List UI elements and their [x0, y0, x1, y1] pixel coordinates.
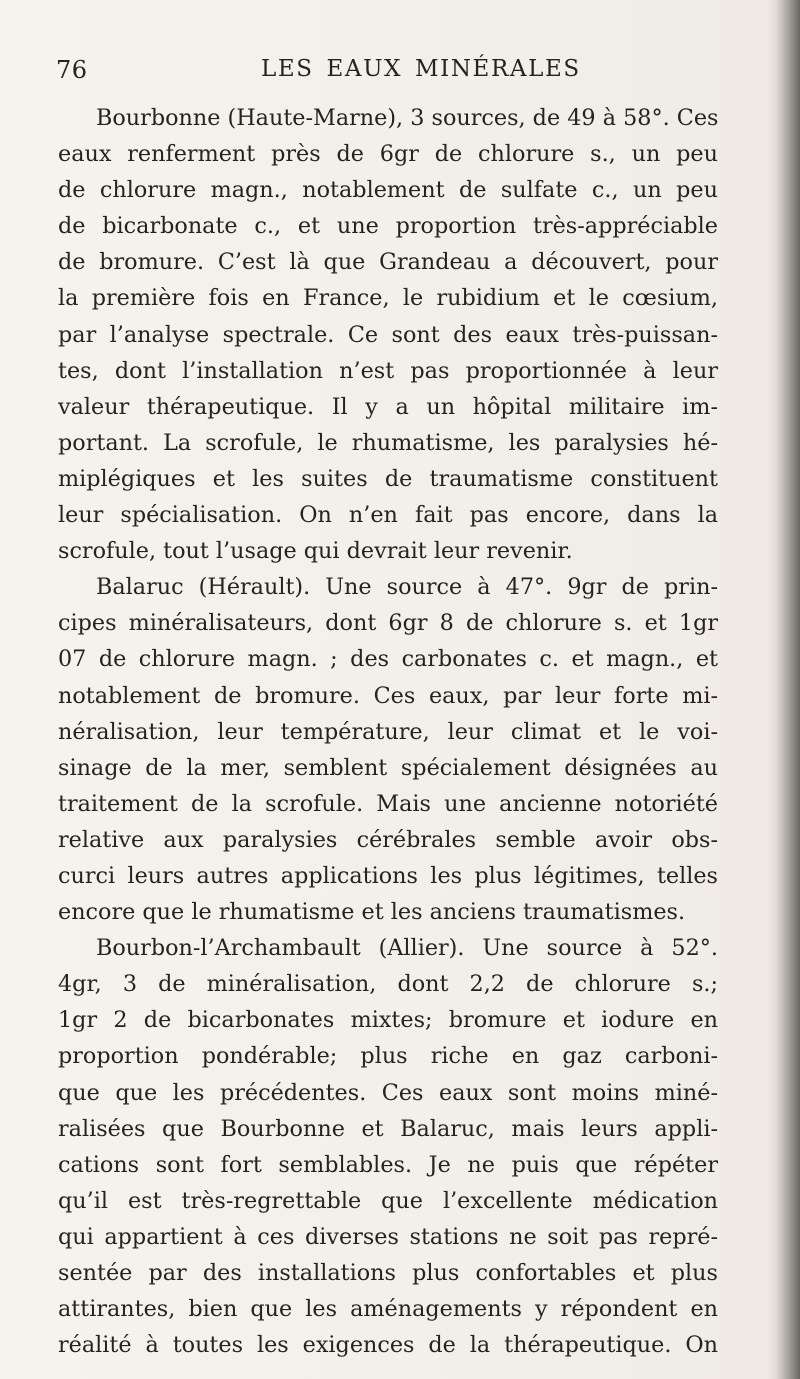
text-line: valeur thérapeutique. Il y a un hôpital militaire im- — [58, 393, 718, 420]
text-line: sentée par des installations plus confortables et plus — [58, 1260, 718, 1286]
text-line: cations sont fort semblables. Je ne puis que répéter — [58, 1151, 718, 1178]
text-line: 07 de chlorure magn. ; des carbonates c. et magn., et — [58, 646, 718, 673]
text-line: réalité à toutes les exigences de la thérapeutique. On — [58, 1332, 718, 1359]
text-line: Bourbon-l’Archambault (Allier). Une source à 52°. — [96, 935, 718, 962]
page-header — [56, 56, 716, 96]
text-line: ralisées que Bourbonne et Balaruc, mais leurs appli- — [58, 1115, 718, 1142]
page-number: 76 — [56, 56, 88, 84]
text-line: miplégiques et les suites de traumatisme constituent — [58, 465, 718, 492]
text-line: néralisation, leur température, leur climat et le voi- — [58, 718, 718, 745]
text-line: la première fois en France, le rubidium et le cœsium, — [58, 285, 718, 312]
text-line: traitement de la scrofule. Mais une ancienne notoriété — [58, 790, 718, 817]
text-line: scrofule, tout l’usage qui devrait leur revenir. — [58, 538, 573, 565]
text-line: leur spécialisation. On n’en fait pas encore, dans la — [58, 502, 718, 529]
page-binding-shadow — [766, 0, 800, 1379]
text-line: eaux renferment près de 6gr de chlorure s., un peu — [58, 141, 718, 168]
text-line: Bourbonne (Haute-Marne), 3 sources, de 49 à 58°. Ces — [96, 105, 719, 131]
text-line: notablement de bromure. Ces eaux, par leur forte mi- — [58, 682, 718, 709]
text-line: de bromure. C’est là que Grandeau a découvert, pour — [58, 249, 718, 276]
body-text — [58, 100, 718, 1363]
text-line: cipes minéralisateurs, dont 6gr 8 de chlorure s. et 1gr — [58, 610, 718, 637]
text-line: 1gr 2 de bicarbonates mixtes; bromure et iodure en — [58, 1007, 718, 1034]
text-line: tes, dont l’installation n’est pas proportionnée à leur — [58, 357, 718, 384]
text-line: Balaruc (Hérault). Une source à 47°. 9gr de prin- — [96, 574, 718, 601]
text-line: curci leurs autres applications les plus légitimes, telles — [58, 862, 718, 889]
text-line: 4gr, 3 de minéralisation, dont 2,2 de chlorure s.; — [58, 971, 718, 998]
text-line: attirantes, bien que les aménagements y répondent en — [58, 1296, 718, 1323]
text-line: proportion pondérable; plus riche en gaz carboni- — [58, 1043, 718, 1070]
text-line: que que les précédentes. Ces eaux sont moins miné- — [58, 1079, 718, 1106]
text-line: de bicarbonate c., et une proportion très-appréciable — [58, 213, 718, 240]
text-line: encore que le rhumatisme et les anciens traumatismes. — [58, 899, 686, 926]
running-head: LES EAUX MINÉRALES — [261, 56, 581, 82]
text-line: de chlorure magn., notablement de sulfate c., un peu — [58, 177, 718, 204]
text-line: sinage de la mer, semblent spécialement désignées au — [58, 754, 718, 781]
text-line: relative aux paralysies cérébrales semble avoir obs- — [58, 826, 718, 853]
text-line: portant. La scrofule, le rhumatisme, les paralysies hé- — [58, 429, 718, 456]
text-line: qui appartient à ces diverses stations ne soit pas repré- — [58, 1223, 718, 1250]
text-line: par l’analyse spectrale. Ce sont des eaux très-puissan- — [58, 321, 718, 348]
text-line: qu’il est très-regrettable que l’excellente médication — [58, 1187, 718, 1214]
